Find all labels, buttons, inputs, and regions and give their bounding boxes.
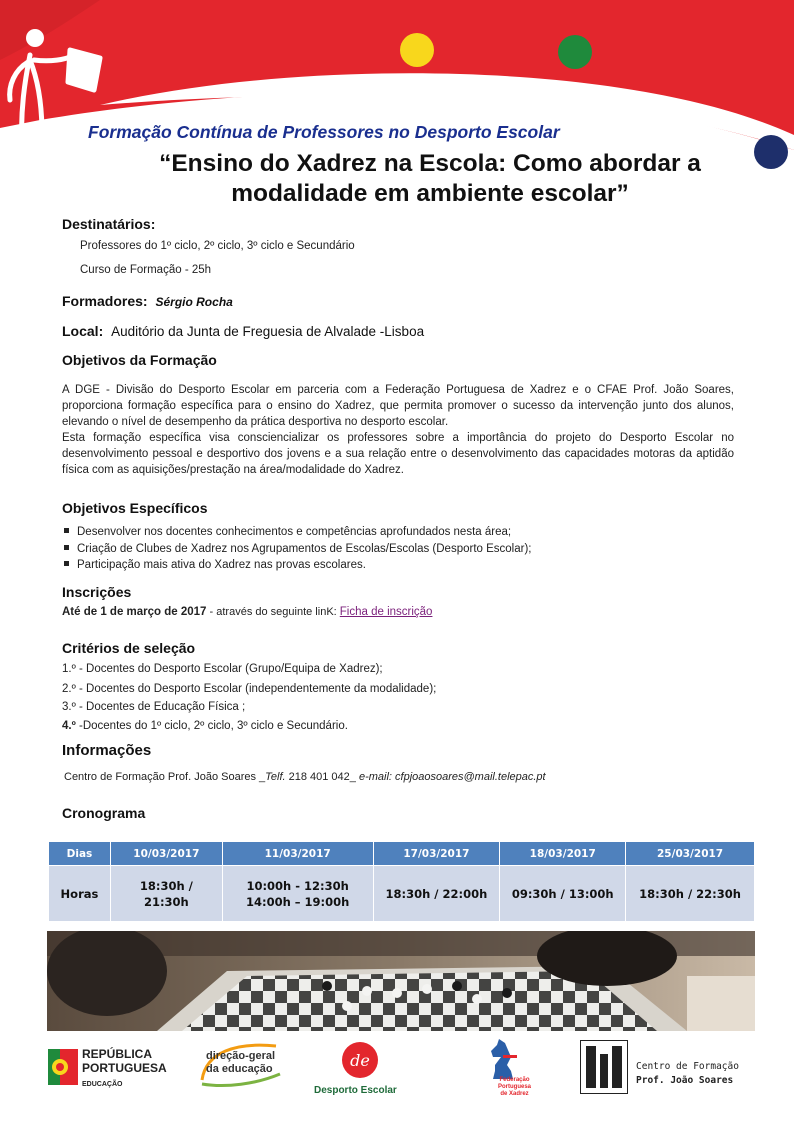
portugal-shield-icon [48,1049,78,1085]
table-cell: 18:30h / 22:00h [373,866,500,922]
inscription-form-link[interactable]: Ficha de inscrição [339,606,433,618]
yellow-dot-icon [400,33,434,67]
criterio-2: 2.º - Docentes do Desporto Escolar (independentemente da modalidade); [62,683,437,695]
especificos-list [62,524,531,574]
row-label-cell: Horas [49,866,111,922]
fpx-logo: Federação Portuguesa de Xadrez [478,1035,538,1105]
title-line-1: “Ensino do Xadrez na Escola: Como abordar a [159,150,701,177]
formadores-row [62,293,233,309]
table-header-cell: Dias [49,842,111,866]
local-label: Local: [62,323,104,339]
local-value: Auditório da Junta de Freguesia de Alvalade -Lisboa [111,324,425,339]
table-cell: 18:30h / 21:30h [110,866,222,922]
objetivos-paragraph [62,382,734,478]
telf-number: 218 401 042_ [285,771,359,783]
list-item: Criação de Clubes de Xadrez nos Agrupamentos de Escolas/Escolas (Desporto Escolar); [62,541,531,558]
inscricoes-line [62,606,432,618]
inscricoes-deadline: Até de 1 de março de 2017 [62,606,207,618]
table-cell: 10:00h - 12:30h 14:00h – 19:00h [222,866,373,922]
destinatarios-line-1: Professores do 1º ciclo, 2º ciclo, 3º ciclo e Secundário [80,240,355,252]
list-item: Desenvolver nos docentes conhecimentos e competências aprofundados nesta área; [62,524,531,541]
desporto-escolar-emblem-icon [340,1040,380,1080]
local-row [62,323,424,339]
course-subtitle: Formação Contínua de Professores no Desporto Escolar [88,122,560,142]
centro-formacao-name: Centro de Formação Prof. João Soares _ [64,771,266,783]
criterio-4-number: 4.º [62,720,76,732]
schedule-table [48,841,755,922]
republica-portuguesa-logo: REPÚBLICA PORTUGUESA EDUCAÇÃO [48,1045,178,1097]
table-row [49,866,755,922]
chess-knight-icon [483,1035,523,1081]
svg-text:de: de [350,1051,370,1070]
table-header-cell: 11/03/2017 [222,842,373,866]
table-header-cell: 10/03/2017 [110,842,222,866]
criterio-4 [62,720,348,732]
dge-logo: direção-geral da educação [196,1040,286,1092]
page-title [90,149,770,209]
especificos-heading: Objetivos Específicos [62,500,208,516]
table-cell: 09:30h / 13:00h [500,866,626,922]
criterio-1: 1.º - Docentes do Desporto Escolar (Grupo/Equipa de Xadrez); [62,663,383,675]
criterios-heading: Critérios de seleção [62,640,196,656]
objetivos-paragraph-1: A DGE - Divisão do Desporto Escolar em parceria com a Federação Portuguesa de Xadrez e o CFAE Prof. João Soares, proporciona formação específica para o ensino do Xadrez, que permita promover o sucesso da intervenção junto dos alunos, elevando o nível de desempenho da prática desportiva no desporto escolar. [62,384,734,428]
centro-formacao-logo: Centro de Formação Prof. João Soares [580,1040,750,1100]
formadores-label: Formadores: [62,293,148,309]
bullet-icon [64,528,69,533]
informacoes-line [64,771,546,783]
bullet-icon [64,561,69,566]
table-header-cell: 17/03/2017 [373,842,500,866]
criterio-3: 3.º - Docentes de Educação Física ; [62,701,246,713]
cronograma-heading: Cronograma [62,805,146,821]
title-line-2: modalidade em ambiente escolar” [231,180,629,207]
bullet-icon [64,545,69,550]
inscricoes-text: - através do seguinte linK: [206,606,340,618]
email-text: e-mail: cfpjoaosoares@mail.telepac.pt [358,771,546,783]
informacoes-heading: Informações [62,742,152,759]
destinatarios-heading: Destinatários: [62,216,156,232]
formador-name: Sérgio Rocha [155,295,233,309]
telf-label: Telf. [265,771,286,783]
green-dot-icon [558,35,592,69]
chess-photo [47,931,755,1031]
objetivos-paragraph-2: Esta formação específica visa consciencializar os professores sobre a importância do projeto do Desporto Escolar no desenvolvimento pessoal e desportivo dos jovens e a sua relação entre o desenvolvimento das capacidades motoras da aptidão física com as aquisições/prestação na área/modalidade do Xadrez. [62,432,734,476]
cf-building-icon [580,1040,628,1094]
inscricoes-heading: Inscrições [62,584,132,600]
table-header-row [49,842,755,866]
desporto-escolar-logo: de Desporto Escolar [310,1040,420,1100]
objetivos-heading: Objetivos da Formação [62,352,217,368]
list-item: Participação mais ativa do Xadrez nas provas escolares. [62,557,531,574]
table-header-cell: 18/03/2017 [500,842,626,866]
criterio-4-text: -Docentes do 1º ciclo, 2º ciclo, 3º ciclo e Secundário. [75,720,348,732]
destinatarios-line-2: Curso de Formação - 25h [80,264,212,276]
table-header-cell: 25/03/2017 [626,842,755,866]
table-cell: 18:30h / 22:30h [626,866,755,922]
